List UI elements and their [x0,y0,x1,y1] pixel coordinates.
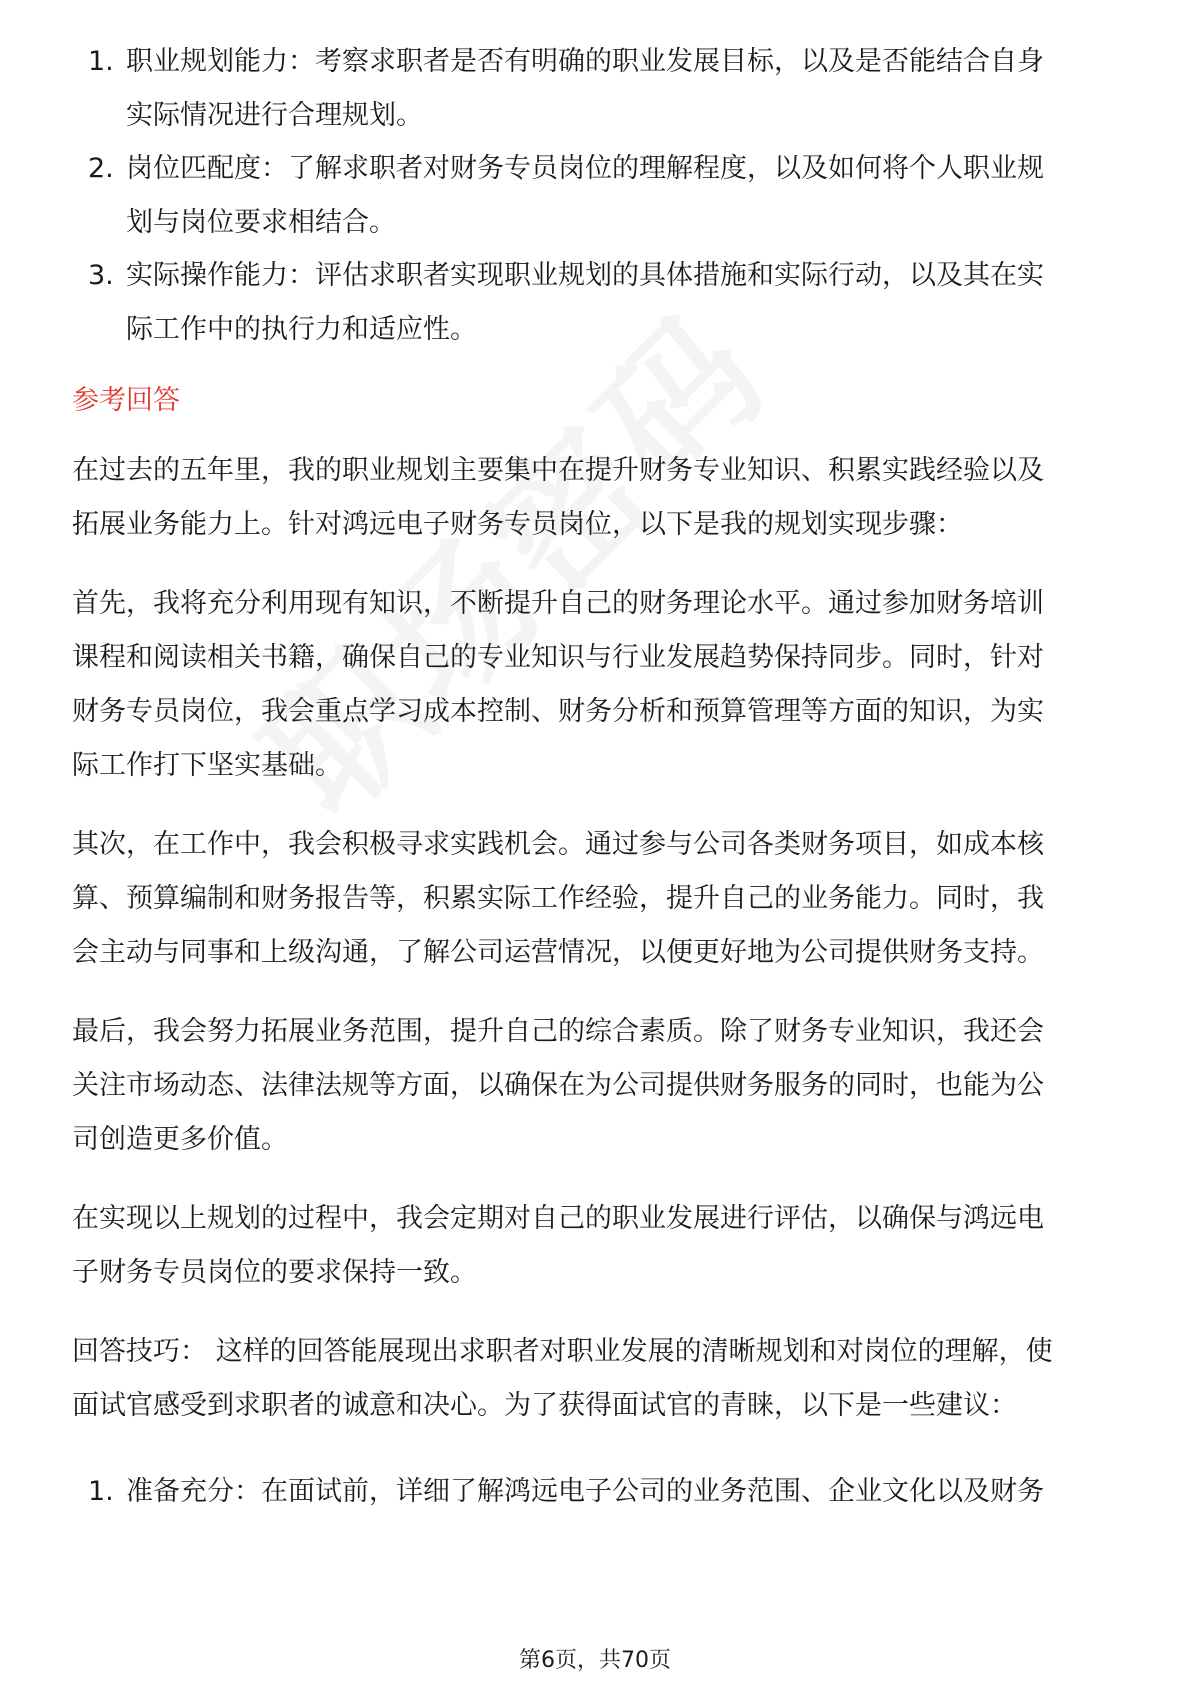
paragraph-line: 面试官感受到求职者的诚意和决心。为了获得面试官的青睐，以下是一些建议： [72,1390,1017,1421]
paragraph-line: 其次，在工作中，我会积极寻求实践机会。通过参与公司各类财务项目，如成本核 [72,829,1044,860]
list-text: 际工作中的执行力和适应性。 [126,314,477,345]
page-number: 第6页，共70页 [519,1648,671,1673]
paragraph-line: 子财务专员岗位的要求保持一致。 [72,1257,477,1288]
paragraph-line: 关注市场动态、法律法规等方面，以确保在为公司提供财务服务的同时，也能为公 [72,1070,1044,1101]
paragraph-line: 算、预算编制和财务报告等，积累实际工作经验，提升自己的业务能力。同时，我 [72,883,1044,914]
list-text: 岗位匹配度：了解求职者对财务专员岗位的理解程度，以及如何将个人职业规 [126,153,1044,184]
list-number: 1. [88,1476,114,1507]
list-text: 职业规划能力：考察求职者是否有明确的职业发展目标，以及是否能结合自身 [126,46,1044,77]
list-number: 3. [88,260,114,291]
list-text: 划与岗位要求相结合。 [126,207,396,238]
paragraph-line: 拓展业务能力上。针对鸿远电子财务专员岗位，以下是我的规划实现步骤： [72,509,963,540]
section-heading: 参考回答 [72,385,180,416]
list-text: 准备充分：在面试前，详细了解鸿远电子公司的业务范围、企业文化以及财务 [126,1476,1044,1507]
list-number: 1. [88,46,114,77]
paragraph-line: 财务专员岗位，我会重点学习成本控制、财务分析和预算管理等方面的知识，为实 [72,696,1044,727]
paragraph-line: 在实现以上规划的过程中，我会定期对自己的职业发展进行评估，以确保与鸿远电 [72,1203,1044,1234]
paragraph-line: 课程和阅读相关书籍，确保自己的专业知识与行业发展趋势保持同步。同时，针对 [72,642,1044,673]
paragraph-line: 回答技巧： 这样的回答能展现出求职者对职业发展的清晰规划和对岗位的理解，使 [72,1336,1053,1367]
list-text: 实际操作能力：评估求职者实现职业规划的具体措施和实际行动，以及其在实 [126,260,1044,291]
list-text: 实际情况进行合理规划。 [126,100,423,131]
paragraph-line: 首先，我将充分利用现有知识，不断提升自己的财务理论水平。通过参加财务培训 [72,588,1044,619]
paragraph-line: 会主动与同事和上级沟通，了解公司运营情况，以便更好地为公司提供财务支持。 [72,937,1044,968]
list-number: 2. [88,153,114,184]
paragraph-line: 司创造更多价值。 [72,1124,288,1155]
paragraph-line: 最后，我会努力拓展业务范围，提升自己的综合素质。除了财务专业知识，我还会 [72,1016,1044,1047]
paragraph-line: 在过去的五年里，我的职业规划主要集中在提升财务专业知识、积累实践经验以及 [72,455,1044,486]
paragraph-line: 际工作打下坚实基础。 [72,750,342,781]
